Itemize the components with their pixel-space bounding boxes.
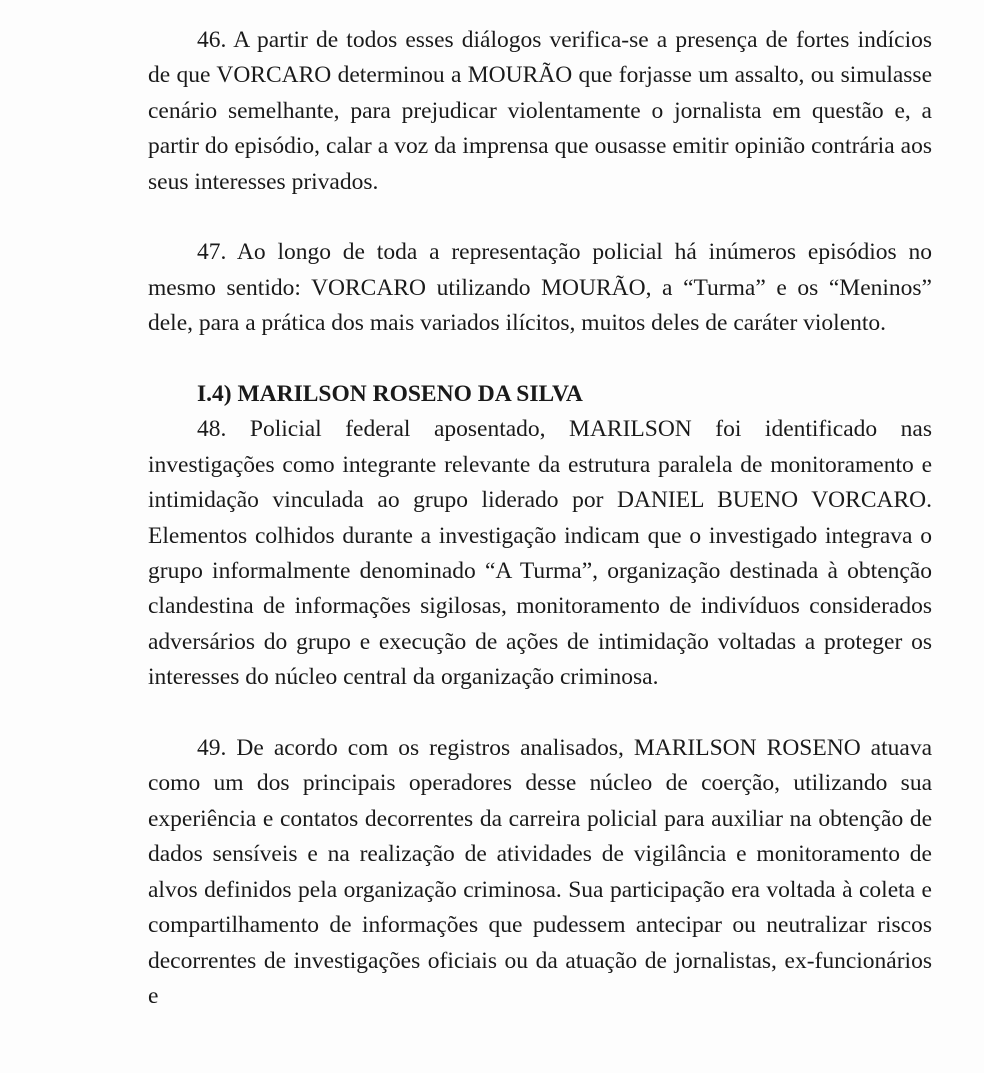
- paragraph-49: 49. De acordo com os registros analisados, MARILSON ROSENO atuava como um dos principais operadores desse núcleo de coerção, utilizando sua experiência e contatos decorrentes da carreira policial para auxiliar na obtenção de dados sensíveis e na realização de atividades de vigilância e monitoramento de alvos definidos pela organização criminosa. Sua participação era voltada à coleta e compartilhamento de informações que pudessem antecipar ou neutralizar riscos decorrentes de investigações oficiais ou da atuação de jornalistas, ex-funcionários e: [148, 735, 932, 1009]
- paragraph-48: 48. Policial federal aposentado, MARILSON foi identificado nas investigações como integrante relevante da estrutura paralela de monitoramento e intimidação vinculada ao grupo liderado por DANIEL BUENO VORCARO. Elementos colhidos durante a investigação indicam que o investigado integrava o grupo informalmente denominado “A Turma”, organização destinada à obtenção clandestina de informações sigilosas, monitoramento de indivíduos considerados adversários do grupo e execução de ações de intimidação voltadas a proteger os interesses do núcleo central da organização criminosa.: [148, 416, 932, 691]
- paragraph-47: 47. Ao longo de toda a representação policial há inúmeros episódios no mesmo sentido: VORCARO utilizando MOURÃO, a “Turma” e os “Meninos” dele, para a prática dos mais variados ilícitos, muitos deles de caráter violento.: [148, 239, 932, 337]
- paragraph-46: 46. A partir de todos esses diálogos verifica-se a presença de fortes indícios de que VORCARO determinou a MOURÃO que forjasse um assalto, ou simulasse cenário semelhante, para prejudicar violentamente o jornalista em questão e, a partir do episódio, calar a voz da imprensa que ousasse emitir opinião contrária aos seus interesses privados.: [148, 27, 932, 195]
- section-heading-i4-marilson: I.4) MARILSON ROSENO DA SILVA: [197, 381, 583, 408]
